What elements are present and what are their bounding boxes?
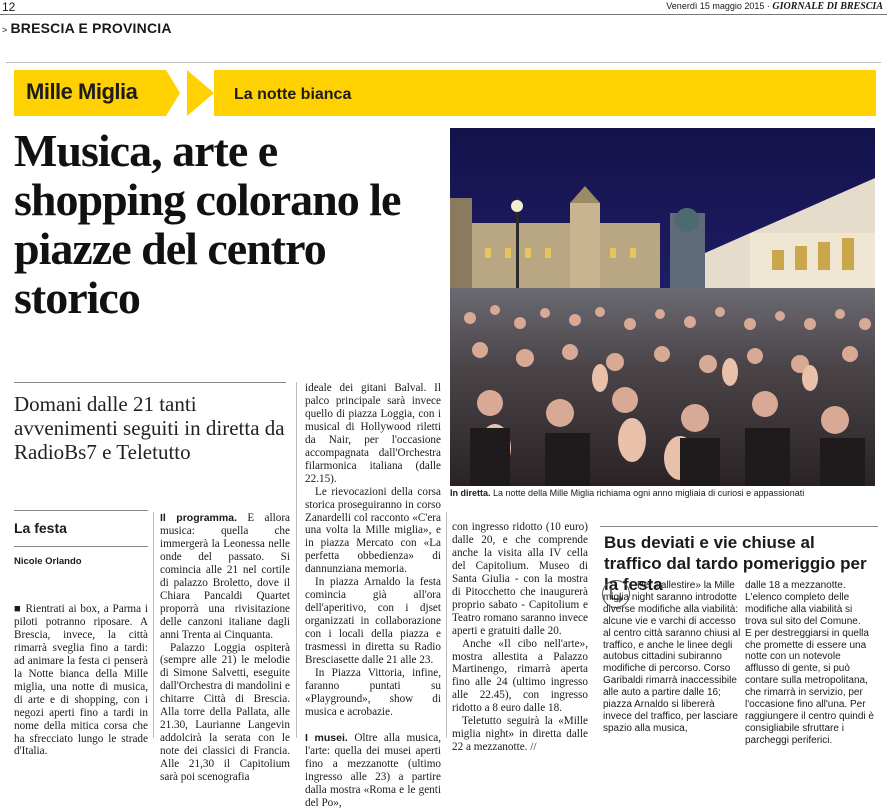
crowd-photo — [450, 128, 875, 486]
author: Nicole Orlando — [14, 556, 82, 567]
sidebar-title: Bus deviati e vie chiuse al traffico dal tardo pomeriggio per la festa — [604, 533, 867, 594]
paragraph: Palazzo Loggia ospiterà (sempre alle 21) le melodie di Simone Salvetti, eseguite dall'Orchestra di mandolini e chitarre Città di Brescia. Alla torre della Pallata, alle 21.30, Laurianne Langevin addolcirà la serata con le note dei classici di Francia. Alle 21,30 il Capitolium sarà poi scenografia — [160, 641, 290, 784]
paragraph: Anche «Il cibo nell'arte», mostra allestita a Palazzo Martinengo, rimarrà aperta fino alle 24 (ultimo ingresso alle 22.45), con ingresso ridotto a 8 euro dalle 18. — [452, 637, 588, 715]
paragraph: Le rievocazioni della corsa storica proseguiranno in corso Zanardelli col racconto «C'era una volta la Mille miglia», e in piazza Mercato con «La perfetta obbedienza» di dannunziana memoria. — [305, 485, 441, 576]
paragraph-text: E allora musica: quella che immergerà la Leonessa nelle onde del passato. Si comincia alle 21 nel cortile di palazzo Broletto, dove il Chiara Pancaldi Quartet proporrà una rivisitazione delle canzoni italiane dagli anni Trenta ai Cinquanta. — [160, 512, 291, 641]
section-label: BRESCIA E PROVINCIA — [10, 20, 172, 36]
headline: Musica, arte e shopping colorano le piazze del centro storico — [14, 125, 401, 323]
separator: · — [766, 1, 770, 11]
paragraph-lead: I musei. — [305, 731, 348, 744]
caption-label: In diretta. — [450, 488, 491, 498]
byline-label: La festa — [14, 520, 67, 536]
sidebar-paragraph: Per «allestire» la Mille miglia night saranno introdotte diverse modifiche alla viabilità: alcune vie e varchi di accesso al centro città saranno chiusi al traffico, e anche le linee degli autobus cittadini subiranno modifiche di percorso. Corso Garibaldi rimarrà inaccessibile alle auto a partire dalle 16; piazza Arnaldo si libererà invece del traffico, per lasciare spazio alla musica, — [603, 580, 741, 734]
paragraph: ideale dei gitani Balval. Il palco principale sarà invece quello di piazza Loggia, con i musical di Hollywood riletti da Nair, per l'occasione accompagnata dall'Orchestra filarmonica italiana (dalle 22.15). — [305, 382, 441, 485]
kicker-arrow-icon — [166, 70, 180, 116]
article-column-3 — [305, 382, 441, 810]
paragraph-text: Oltre alla musica, l'arte: quella dei musei aperti fino a mezzanotte (ultimo ingresso alle 23) a partire dalla mostra «Roma e le genti del Po», — [305, 731, 441, 809]
article-column-1 — [14, 603, 148, 758]
column-rule — [446, 512, 447, 738]
issue-date — [666, 1, 883, 12]
photo-caption — [450, 488, 878, 498]
paragraph-lead: Il programma. — [160, 512, 237, 524]
paragraph — [305, 732, 441, 810]
column-rule — [296, 382, 297, 738]
column-rule — [153, 512, 154, 738]
subtitle: Domani dalle 21 tanti avvenimenti seguiti in diretta da RadioBs7 e Teletutto — [14, 392, 285, 464]
night-square-image — [450, 128, 875, 486]
divider — [14, 510, 148, 511]
caption-text: La notte della Mille Miglia richiama ogni anno migliaia di curiosi e appassionati — [493, 488, 805, 498]
sidebar-paragraph: L'elenco completo delle modifiche alla viabilità si trova sul sito del Comune. — [745, 591, 861, 627]
divider — [600, 526, 878, 527]
paragraph: In Piazza Vittoria, infine, faranno puntati su «Playground», show di musica e acrobazie. — [305, 666, 441, 718]
page-number: 12 — [2, 0, 16, 14]
kicker-notch — [187, 70, 214, 116]
date-text: Venerdì 15 maggio 2015 — [666, 1, 765, 11]
sidebar-column-2 — [745, 580, 877, 747]
sidebar-paragraph: dalle 18 a mezzanotte. — [745, 580, 846, 591]
newspaper-name: GIORNALE DI BRESCIA — [772, 1, 883, 12]
paragraph — [160, 512, 290, 642]
paragraph: ■ Rientrati ai box, a Parma i piloti potranno riposare. A Brescia, invece, la città rimarrà sveglia fino a tardi: ad animare la festa ci penserà la Notte bianca della Mille miglia, una notte di musica, di arte e di shopping, con i negozi aperti fino a tardi in nome della mitica corsa che ha sfrecciato lungo le strade d'Italia. — [14, 603, 148, 758]
sidebar-paragraph: E per destreggiarsi in quella che promette di essere una notte con un notevole afflusso di gente, si può contare sulla metropolitana, che rimarrà in servizio, per l'occasione fino all'una. Per raggiungere il centro quindi è consigliabile sfruttare i parcheggi periferici. — [745, 627, 874, 746]
paragraph: con ingresso ridotto (10 euro) dalle 20, e che comprende anche la visita alla IV cella del Capitolium. Museo di Santa Giulia - con la mostra di Pitocchetto che inaugurerà proprio sabato - Capitolium e Teatro romano saranno invece aperti e gratuiti dalle 20. — [452, 521, 588, 637]
paragraph: In piazza Arnaldo la festa comincia già all'ora dell'aperitivo, con i djset organizzati in collaborazione con i locali della piazza e trasmessi in diretta su Radio Bresciasette dalle 21 alle 23. — [305, 576, 441, 667]
divider — [14, 546, 148, 547]
page-header — [0, 0, 887, 15]
sidebar-column-1 — [603, 580, 741, 735]
kicker-sub: La notte bianca — [234, 86, 352, 103]
paragraph: Teletutto seguirà la «Mille miglia night» in diretta dalle 22 a mezzanotte. // — [452, 715, 588, 754]
article-column-4 — [452, 521, 588, 754]
divider — [14, 382, 286, 383]
chevron-right-icon: > — [2, 25, 8, 35]
section-title — [2, 20, 172, 36]
kicker-main: Mille Miglia — [26, 79, 138, 104]
article-column-2 — [160, 512, 290, 784]
